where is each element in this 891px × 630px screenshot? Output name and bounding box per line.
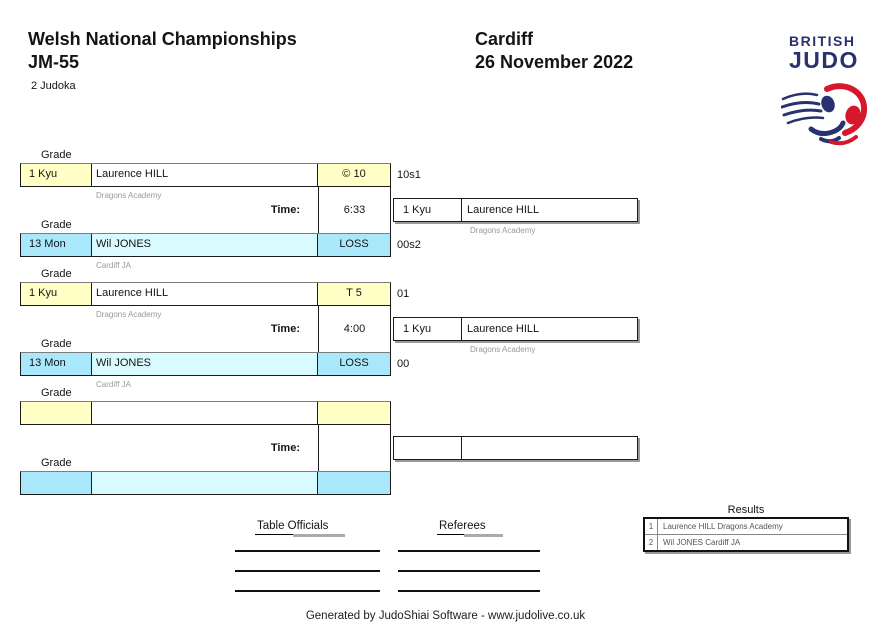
white-player-row (20, 282, 391, 306)
white-grade-cell (21, 402, 92, 424)
blue-grade-cell (21, 472, 92, 494)
winner-box (393, 436, 638, 460)
british-judo-logo-text (789, 34, 859, 72)
time-label: Time: (270, 204, 300, 216)
grade-label: Grade (41, 338, 72, 350)
blue-club: Cardiff JA (96, 261, 131, 270)
white-club: Dragons Academy (96, 191, 162, 200)
blue-score-cell (318, 472, 390, 494)
time-label: Time: (270, 442, 300, 454)
results-title: Results (727, 504, 765, 516)
winner-grade-cell: 1 Kyu (394, 318, 462, 340)
winner-box (393, 198, 638, 222)
referees-signature-line (398, 550, 540, 552)
british-judo-logo-icon (781, 79, 871, 147)
time-label: Time: (270, 323, 300, 335)
winner-name-cell (462, 437, 637, 459)
referees-heading: Referees (437, 520, 498, 535)
logo-word-judo: JUDO (789, 47, 859, 73)
blue-name-cell (92, 472, 318, 494)
winner-grade-cell: 1 Kyu (394, 199, 462, 221)
header-titles (28, 28, 297, 74)
blue-grade-cell: 13 Mon (21, 353, 92, 375)
winner-club: Dragons Academy (470, 345, 536, 354)
result-entry: Laurence HILL Dragons Academy (663, 522, 783, 531)
white-club: Dragons Academy (96, 310, 162, 319)
results-row (645, 519, 847, 535)
match-1 (0, 149, 891, 293)
referees-signature-line (398, 570, 540, 572)
match-2 (0, 268, 891, 412)
results-row (645, 535, 847, 550)
blue-grade-cell: 13 Mon (21, 234, 92, 256)
results-table (643, 517, 849, 552)
judoka-count: 2 Judoka (31, 80, 76, 92)
blue-club: Cardiff JA (96, 380, 131, 389)
blue-score-cell: LOSS (318, 234, 390, 256)
white-name-cell (92, 402, 318, 424)
category-title: JM-55 (28, 52, 80, 72)
time-value: 6:33 (343, 204, 366, 216)
result-position: 1 (645, 519, 658, 534)
time-value: 4:00 (343, 323, 366, 335)
winner-box (393, 317, 638, 341)
winner-club: Dragons Academy (470, 226, 536, 235)
blue-points: 00 (397, 358, 410, 370)
white-player-row (20, 163, 391, 187)
white-points: 10s1 (397, 169, 421, 181)
blue-name-cell: Wil JONES (92, 234, 318, 256)
blue-player-row (20, 352, 391, 376)
header-location-date (475, 28, 633, 74)
table-officials-signature-line (235, 550, 380, 552)
location: Cardiff (475, 29, 533, 49)
time-cell (318, 425, 391, 471)
blue-score-cell: LOSS (318, 353, 390, 375)
white-grade-cell: 1 Kyu (21, 283, 92, 305)
white-score-cell (318, 402, 390, 424)
white-score-cell: © 10 (318, 164, 390, 186)
grade-label: Grade (41, 457, 72, 469)
date: 26 November 2022 (475, 52, 634, 72)
grade-label: Grade (41, 268, 72, 280)
white-score-cell: T 5 (318, 283, 390, 305)
winner-name-cell: Laurence HILL (467, 323, 540, 335)
white-name-cell: Laurence HILL (92, 283, 318, 305)
white-player-row (20, 401, 391, 425)
blue-player-row (20, 471, 391, 495)
white-name-cell: Laurence HILL (92, 164, 318, 186)
grade-label: Grade (41, 149, 72, 161)
grade-label: Grade (41, 387, 72, 399)
result-entry: Wil JONES Cardiff JA (663, 538, 741, 547)
blue-player-row (20, 233, 391, 257)
table-officials-heading: Table Officials (255, 520, 340, 535)
grade-label: Grade (41, 219, 72, 231)
blue-name-cell: Wil JONES (92, 353, 318, 375)
table-officials-signature-line (235, 570, 380, 572)
blue-points: 00s2 (397, 239, 421, 251)
winner-name-cell: Laurence HILL (467, 204, 540, 216)
result-position: 2 (645, 535, 658, 550)
white-points: 01 (397, 288, 410, 300)
winner-grade-cell (394, 437, 462, 459)
referees-signature-line (398, 590, 540, 592)
white-grade-cell: 1 Kyu (21, 164, 92, 186)
table-officials-signature-line (235, 590, 380, 592)
footer-generated-by: Generated by JudoShiai Software - www.judolive.co.uk (305, 610, 586, 622)
competition-title: Welsh National Championships (28, 29, 297, 49)
logo-word-british: BRITISH (789, 33, 856, 49)
